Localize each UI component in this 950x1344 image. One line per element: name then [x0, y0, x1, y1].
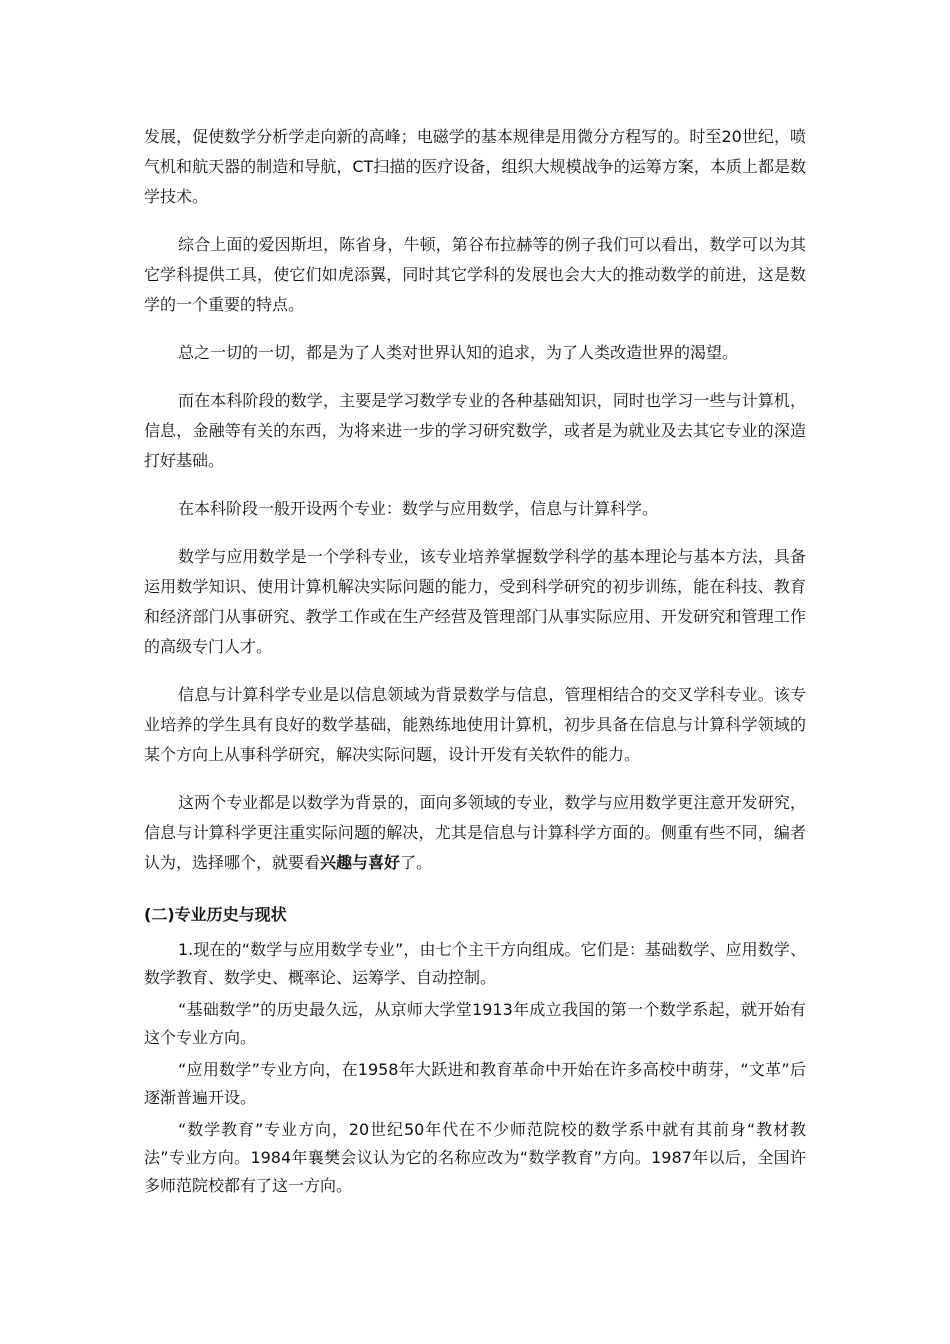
paragraph-summary-examples: 综合上面的爱因斯坦，陈省身，牛顿，第谷布拉赫等的例子我们可以看出，数学可以为其它学科提供工具，使它们如虎添翼，同时其它学科的发展也会大大的推动数学的前进，这是数学的一个重要的特点。 [144, 235, 806, 314]
comparison-end: 了。 [400, 853, 433, 872]
section-heading: (二)专业历史与现状 [144, 905, 287, 924]
paragraph-in-short: 总之一切的一切，都是为了人类对世界认知的追求，为了人类改造世界的渴望。 [178, 343, 739, 362]
history-paragraph-math-education: “数学教育”专业方向，20世纪50年代在不少师范院校的数学系中就有其前身“教材教法”专业方向。1984年襄樊会议认为它的名称应改为“数学教育”方向。1987年以后，全国许多师范院校都有了这一方向。 [144, 1120, 806, 1195]
document-page [144, 122, 806, 1200]
comparison-text: 这两个专业都是以数学为背景的，面向多领域的专业，数学与应用数学更注意开发研究，信息与计算科学更注重实际问题的解决，尤其是信息与计算科学方面的。侧重有些不同，编者认为，选择哪个，就要看 [144, 793, 806, 872]
history-paragraph-applied-math: “应用数学”专业方向，在1958年大跃进和教育革命中开始在许多高校中萌芽，“文革”后逐渐普遍开设。 [144, 1060, 806, 1107]
paragraph-continuation: 发展，促使数学分析学走向新的高峰；电磁学的基本规律是用微分方程写的。时至20世纪，喷气机和航天器的制造和导航，CT扫描的医疗设备，组织大规模战争的运筹方案，本质上都是数学技术。 [144, 127, 806, 206]
comparison-emphasis: 兴趣与喜好 [320, 853, 401, 872]
history-paragraph-directions: 1.现在的“数学与应用数学专业”，由七个主干方向组成。它们是：基础数学、应用数学、数学教育、数学史、概率论、运筹学、自动控制。 [144, 940, 806, 987]
paragraph-applied-math-major: 数学与应用数学是一个学科专业，该专业培养掌握数学科学的基本理论与基本方法，具备运用数学知识、使用计算机解决实际问题的能力，受到科学研究的初步训练，能在科技、教育和经济部门从事研究、教学工作或在生产经营及管理部门从事实际应用、开发研究和管理工作的高级专门人才。 [144, 547, 806, 656]
history-paragraph-basic-math: “基础数学”的历史最久远，从京师大学堂1913年成立我国的第一个数学系起，就开始有这个专业方向。 [144, 1000, 806, 1047]
paragraph-two-majors: 在本科阶段一般开设两个专业：数学与应用数学，信息与计算科学。 [178, 499, 659, 518]
paragraph-comparison [144, 788, 806, 878]
paragraph-undergraduate-math: 而在本科阶段的数学，主要是学习数学专业的各种基础知识，同时也学习一些与计算机，信息，金融等有关的东西，为将来进一步的学习研究数学，或者是为就业及去其它专业的深造打好基础。 [144, 391, 806, 470]
paragraph-info-computing-major: 信息与计算科学专业是以信息领域为背景数学与信息，管理相结合的交叉学科专业。该专业培养的学生具有良好的数学基础，能熟练地使用计算机，初步具备在信息与计算科学领域的某个方向上从事科学研究，解决实际问题，设计开发有关软件的能力。 [144, 685, 806, 764]
